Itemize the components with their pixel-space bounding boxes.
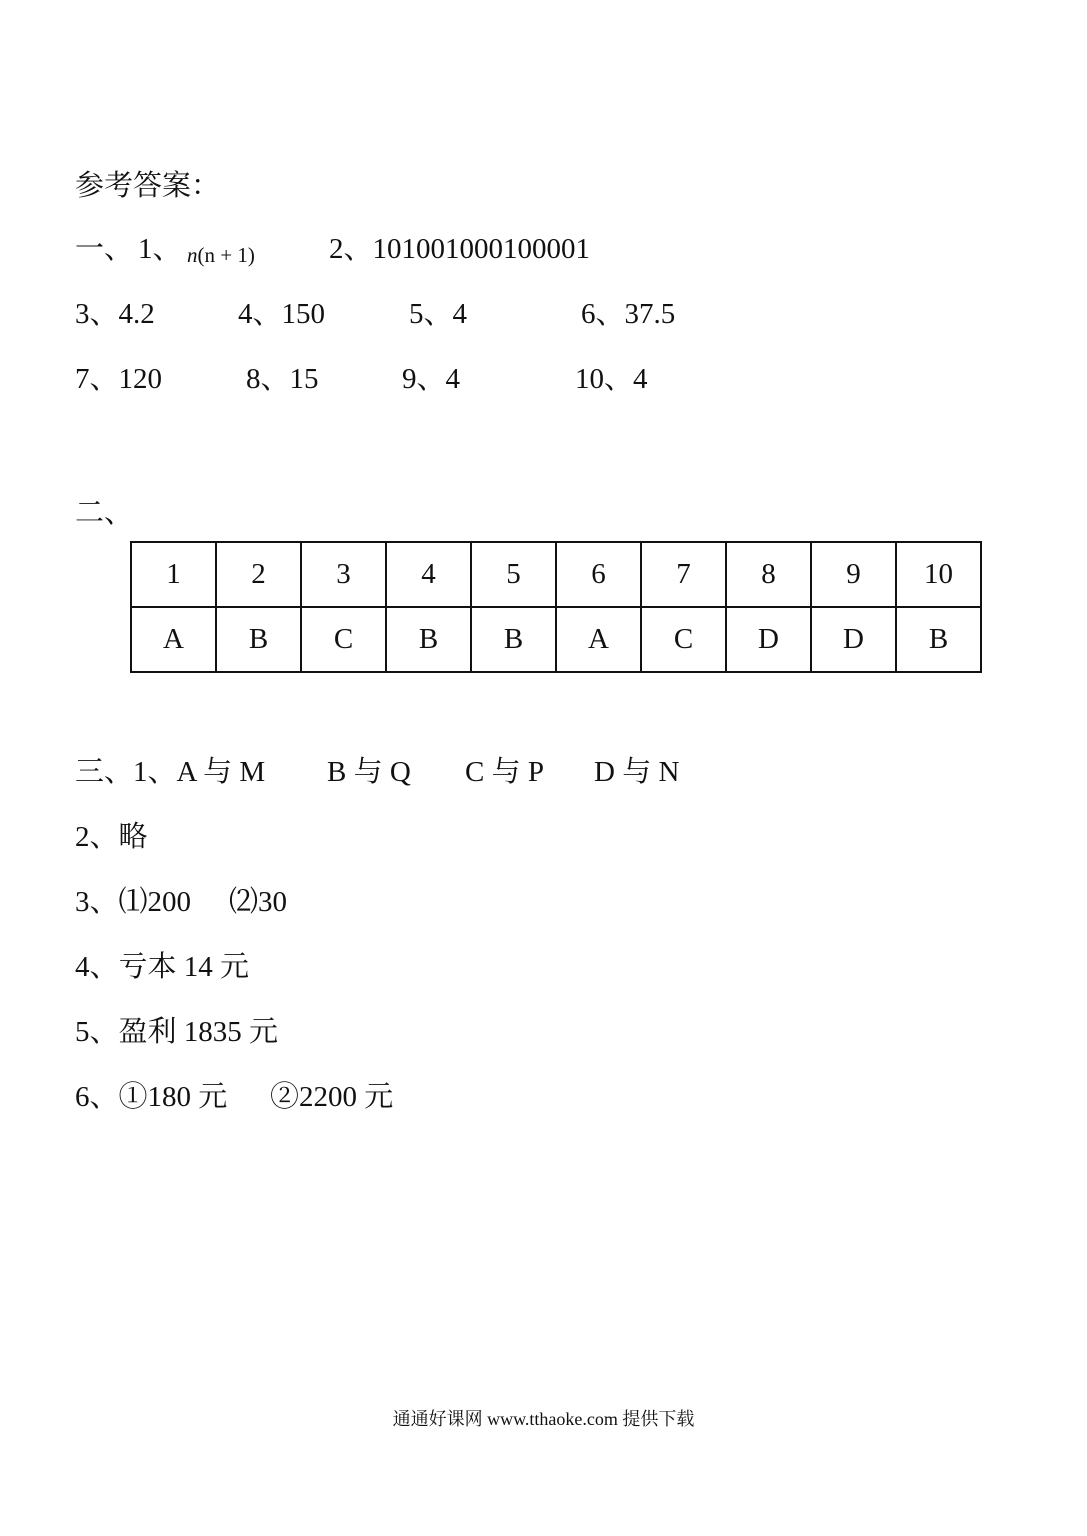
section3-q5: 5、盈利 1835 元 [75,1016,279,1048]
answer-6: 6、37.5 [581,298,676,330]
section2-heading: 二、 [75,497,134,529]
match-d: D 与 N [594,756,680,788]
page-title: 参考答案： [75,170,221,202]
page-footer: 通通好课网 www.tthaoke.com 提供下载 [392,1409,695,1429]
match-b: B 与 Q [327,756,411,788]
q1-formula [187,235,255,275]
q1-label: 1、 [138,233,182,265]
table-cell-answer: C [641,607,726,672]
answer-10: 10、4 [575,363,648,395]
q2-answer: 2、101001000100001 [329,233,591,265]
table-cell-answer: C [301,607,386,672]
answer-table [130,541,982,673]
table-cell-number: 9 [811,542,896,607]
table-row-answers [131,607,981,672]
answer-3: 3、4.2 [75,298,155,330]
answer-5: 5、4 [409,298,468,330]
table-cell-answer: A [131,607,216,672]
table-cell-number: 7 [641,542,726,607]
table-cell-number: 10 [896,542,981,607]
table-cell-answer: B [386,607,471,672]
answer-9: 9、4 [402,363,461,395]
table-row-numbers [131,542,981,607]
q6-part2: ②2200 元 [270,1081,394,1113]
section3-q2: 2、略 [75,821,148,853]
table-cell-number: 2 [216,542,301,607]
q1-formula-rest: (n + 1) [197,243,255,267]
match-c: C 与 P [465,756,544,788]
table-cell-number: 6 [556,542,641,607]
answer-8: 8、15 [246,363,319,395]
table-cell-number: 5 [471,542,556,607]
table-cell-answer: B [896,607,981,672]
table-cell-answer: A [556,607,641,672]
table-cell-answer: D [726,607,811,672]
section1-heading: 一、 [75,233,134,265]
answer-7: 7、120 [75,363,163,395]
match-a: 三、1、A 与 M [75,756,266,788]
table-cell-number: 1 [131,542,216,607]
table-cell-answer: B [216,607,301,672]
table-cell-number: 8 [726,542,811,607]
table-cell-number: 4 [386,542,471,607]
table-cell-number: 3 [301,542,386,607]
q3-part2: ⑵30 [229,886,288,918]
table-cell-answer: B [471,607,556,672]
answer-4: 4、150 [238,298,326,330]
q3-part1: 3、⑴200 [75,886,192,918]
q1-formula-n: n [187,243,198,267]
table-cell-answer: D [811,607,896,672]
q6-part1: 6、①180 元 [75,1081,228,1113]
section3-q4: 4、亏本 14 元 [75,951,250,983]
